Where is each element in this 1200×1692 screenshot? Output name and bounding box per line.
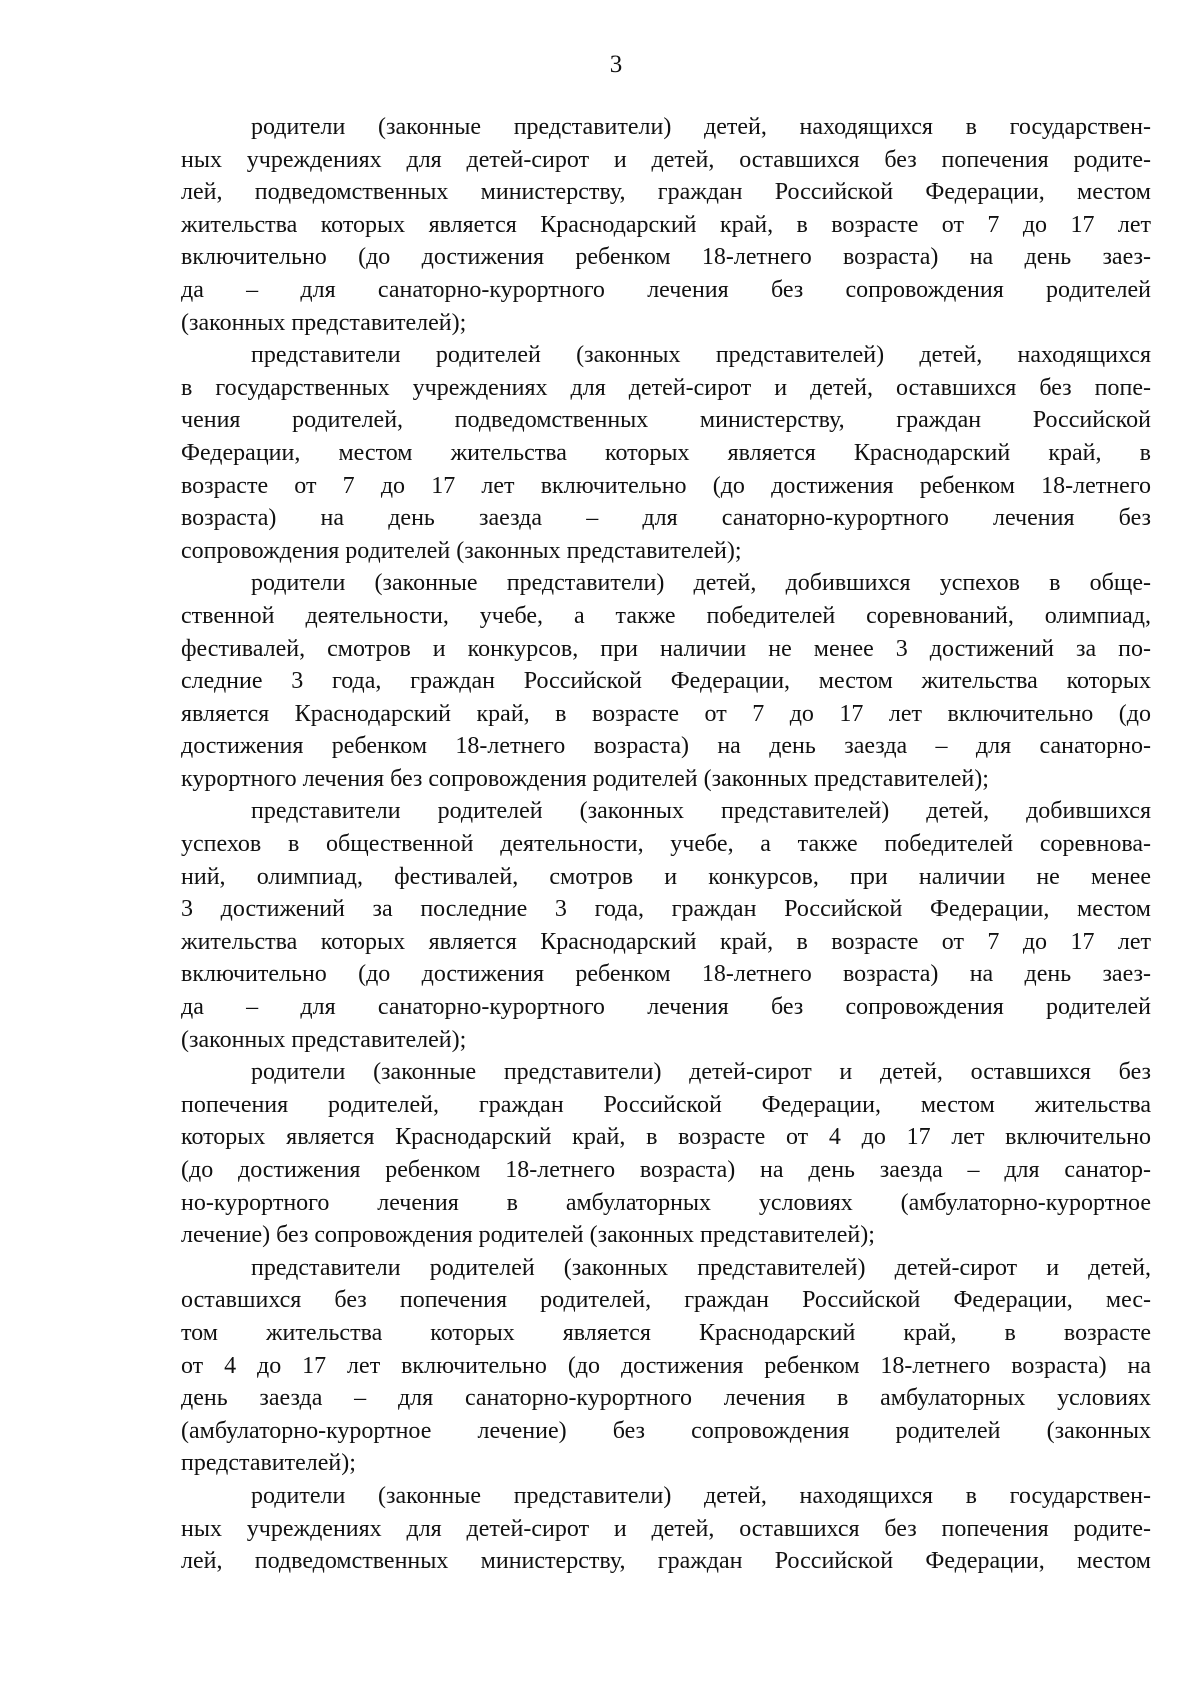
text-line: да – для санаторно-курортного лечения без сопровождения родителей [181, 276, 1151, 303]
text-line: жительства которых является Краснодарский край, в возрасте от 7 до 17 лет [181, 211, 1151, 238]
text-line: включительно (до достижения ребенком 18-летнего возраста) на день заез- [181, 961, 1151, 988]
text-line: 3 достижений за последние 3 года, граждан Российской Федерации, местом [181, 896, 1151, 923]
text-line: родители (законные представители) детей-сирот и детей, оставшихся без [251, 1059, 1151, 1086]
text-line: оставшихся без попечения родителей, граждан Российской Федерации, мес- [181, 1287, 1151, 1314]
text-line: следние 3 года, граждан Российской Федерации, местом жительства которых [181, 668, 1151, 695]
text-line: но-курортного лечения в амбулаторных условиях (амбулаторно-курортное [181, 1189, 1151, 1216]
text-line: в государственных учреждениях для детей-сирот и детей, оставшихся без попе- [181, 374, 1151, 401]
text-line: родители (законные представители) детей, находящихся в государствен- [251, 1482, 1151, 1509]
text-line: успехов в общественной деятельности, учебе, а также победителей соревнова- [181, 831, 1151, 858]
paragraph [181, 567, 1151, 795]
text-line: достижения ребенком 18-летнего возраста) на день заезда – для санаторно- [181, 733, 1151, 760]
paragraph [181, 1056, 1151, 1252]
text-line: лечение) без сопровождения родителей (законных представителей); [181, 1222, 875, 1249]
text-line: (амбулаторно-курортное лечение) без сопровождения родителей (законных [181, 1417, 1151, 1444]
text-line: попечения родителей, граждан Российской Федерации, местом жительства [181, 1091, 1151, 1118]
paragraph [181, 1252, 1151, 1480]
text-line: представители родителей (законных представителей) детей-сирот и детей, [251, 1254, 1151, 1281]
text-line: лей, подведомственных министерству, граждан Российской Федерации, местом [181, 1548, 1151, 1575]
paragraph [181, 339, 1151, 567]
page-number: 3 [609, 51, 623, 78]
text-line: том жительства которых является Краснодарский край, в возрасте [181, 1319, 1151, 1346]
text-line: (законных представителей); [181, 309, 467, 336]
text-line: (до достижения ребенком 18-летнего возраста) на день заезда – для санатор- [181, 1157, 1151, 1183]
text-line: включительно (до достижения ребенком 18-летнего возраста) на день заез- [181, 244, 1151, 271]
text-line: ных учреждениях для детей-сирот и детей, оставшихся без попечения родите- [181, 1515, 1151, 1542]
paragraph [181, 111, 1151, 339]
text-line: представителей); [181, 1450, 356, 1477]
text-line: курортного лечения без сопровождения родителей (законных представителей); [181, 765, 989, 792]
text-line: представители родителей (законных представителей) детей, находящихся [251, 342, 1151, 369]
text-line: лей, подведомственных министерству, граждан Российской Федерации, местом [181, 179, 1151, 206]
text-line: возрасте от 7 до 17 лет включительно (до достижения ребенком 18-летнего [181, 472, 1151, 499]
text-line: чения родителей, подведомственных министерству, граждан Российской [181, 407, 1151, 434]
text-line: представители родителей (законных представителей) детей, добившихся [251, 798, 1151, 825]
text-line: от 4 до 17 лет включительно (до достижения ребенком 18-летнего возраста) на [181, 1352, 1151, 1379]
text-line: родители (законные представители) детей, находящихся в государствен- [251, 114, 1151, 140]
paragraph [181, 795, 1151, 1056]
text-line: день заезда – для санаторно-курортного лечения в амбулаторных условиях [181, 1385, 1151, 1412]
text-line: ственной деятельности, учебе, а также победителей соревнований, олимпиад, [181, 602, 1151, 629]
text-line: возраста) на день заезда – для санаторно-курортного лечения без [181, 505, 1151, 532]
text-line: которых является Краснодарский край, в возрасте от 4 до 17 лет включительно [181, 1124, 1151, 1151]
text-line: да – для санаторно-курортного лечения без сопровождения родителей [181, 994, 1151, 1021]
paragraph [181, 1480, 1151, 1578]
text-line: сопровождения родителей (законных представителей); [181, 537, 742, 564]
text-line: ных учреждениях для детей-сирот и детей, оставшихся без попечения родите- [181, 146, 1151, 173]
text-line: является Краснодарский край, в возрасте от 7 до 17 лет включительно (до [181, 700, 1151, 727]
text-line: ний, олимпиад, фестивалей, смотров и конкурсов, при наличии не менее [181, 863, 1151, 890]
text-line: Федерации, местом жительства которых является Краснодарский край, в [181, 439, 1151, 466]
text-line: родители (законные представители) детей, добившихся успехов в обще- [251, 570, 1151, 597]
text-line: (законных представителей); [181, 1026, 467, 1053]
text-line: жительства которых является Краснодарский край, в возрасте от 7 до 17 лет [181, 928, 1151, 955]
document-body [181, 111, 1151, 1578]
text-line: фестивалей, смотров и конкурсов, при наличии не менее 3 достижений за по- [181, 635, 1151, 662]
